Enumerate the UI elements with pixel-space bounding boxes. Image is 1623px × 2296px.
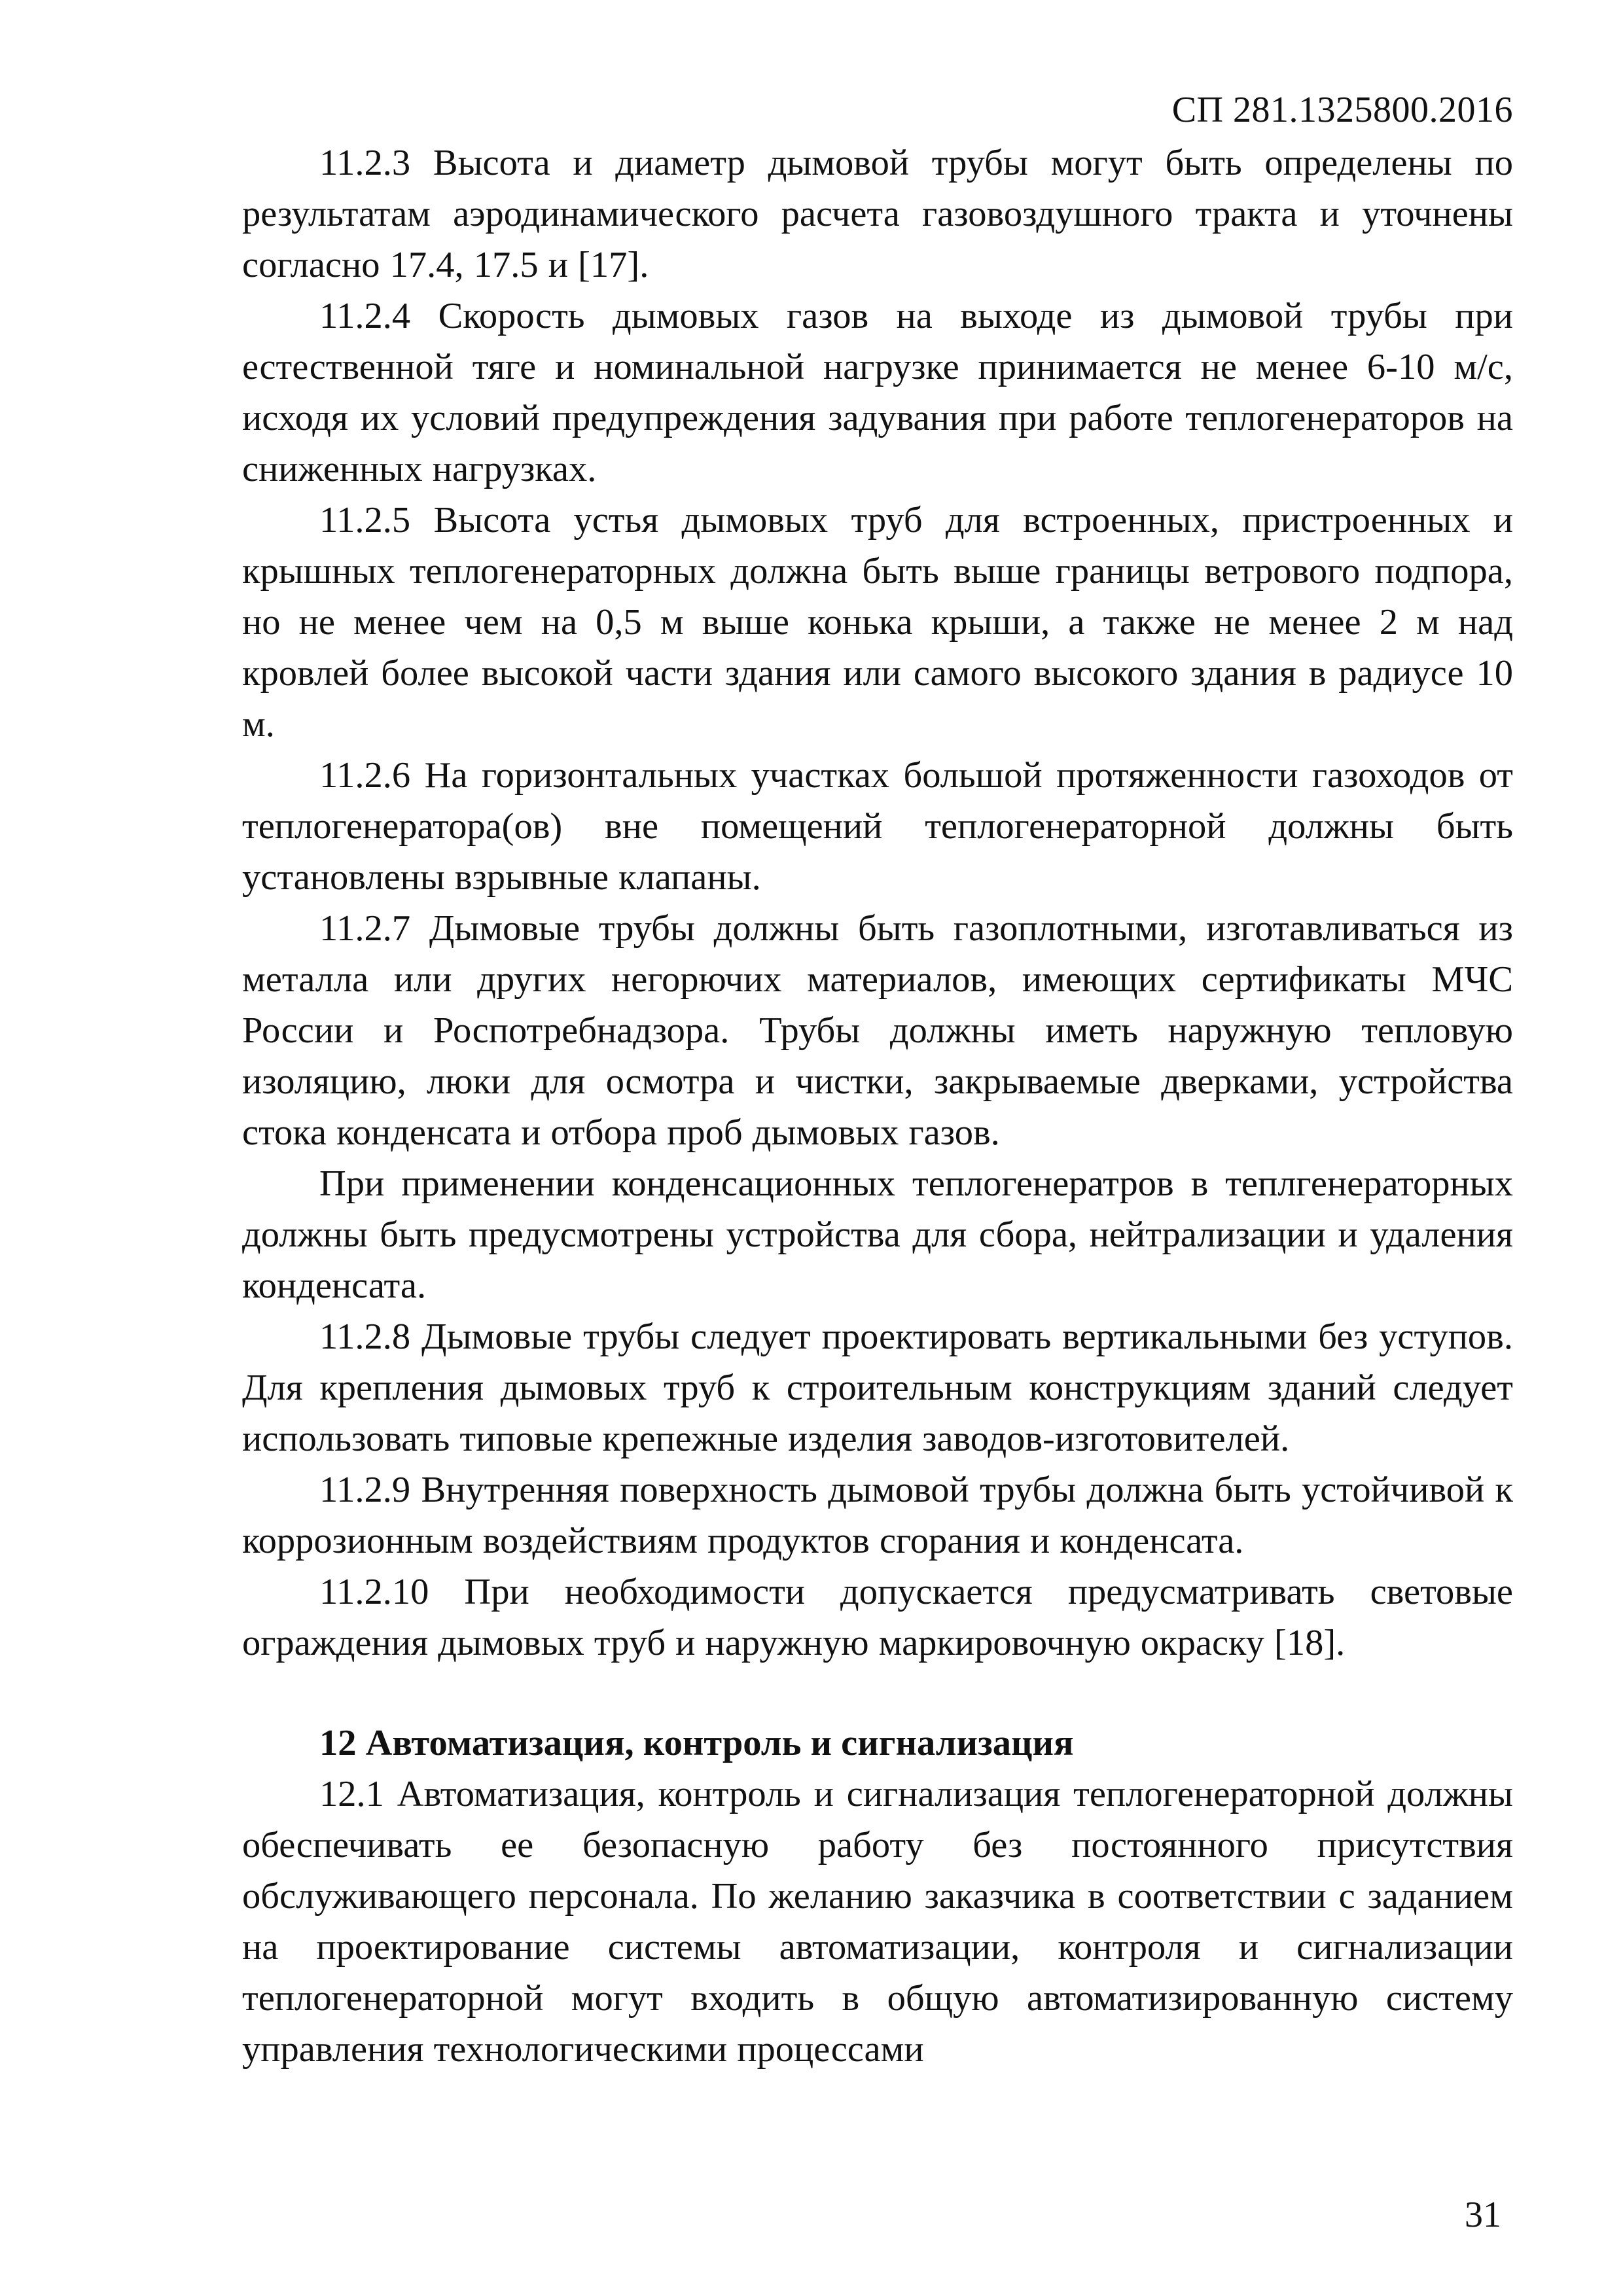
page-number: 31 [1465, 2195, 1501, 2235]
document-code: СП 281.1325800.2016 [1171, 90, 1513, 130]
paragraph-11-2-5: 11.2.5 Высота устья дымовых труб для встроенных, пристроенных и крышных теплогенераторных должна быть выше границы ветрового подпора, но не менее чем на 0,5 м выше конька крыши, а также не менее 2 м над кровлей более высокой части здания или самого высокого здания в радиусе 10 м. [242, 500, 1513, 745]
paragraph-11-2-6: 11.2.6 На горизонтальных участках большой протяженности газоходов от теплогенератора(ов) вне помещений теплогенераторной должны быть установлены взрывные клапаны. [242, 755, 1513, 898]
paragraph-12-1: 12.1 Автоматизация, контроль и сигнализация теплогенераторной должны обеспечивать ее безопасную работу без постоянного присутствия обслуживающего персонала. По желанию заказчика в соответствии с заданием на проектирование системы автоматизации, контроля и сигнализации теплогенераторной могут входить в общую автоматизированную систему управления технологическими процессами [242, 1774, 1513, 2070]
paragraph-11-2-10: 11.2.10 При необходимости допускается предусматривать световые ограждения дымовых труб и наружную маркировочную окраску [18]. [242, 1572, 1513, 1663]
paragraph-condensing-generators: При применении конденсационных теплогенератров в теплгенераторных должны быть предусмотрены устройства для сбора, нейтрализации и удаления конденсата. [242, 1163, 1513, 1306]
paragraph-11-2-8: 11.2.8 Дымовые трубы следует проектировать вертикальными без уступов. Для крепления дымовых труб к строительным конструкциям зданий следует использовать типовые крепежные изделия заводов-изготовителей. [242, 1316, 1513, 1459]
paragraph-11-2-4: 11.2.4 Скорость дымовых газов на выходе из дымовой трубы при естественной тяге и номинальной нагрузке принимается не менее 6-10 м/с, исходя их условий предупреждения задувания при работе теплогенераторов на сниженных нагрузках. [242, 296, 1513, 489]
document-page [242, 65, 1513, 2244]
section-12-heading: 12 Автоматизация, контроль и сигнализация [319, 1723, 1074, 1763]
paragraph-11-2-7: 11.2.7 Дымовые трубы должны быть газоплотными, изготавливаться из металла или других негорючих материалов, имеющих сертификаты МЧС России и Роспотребнадзора. Трубы должны иметь наружную тепловую изоляцию, люки для осмотра и чистки, закрываемые дверками, устройства стока конденсата и отбора проб дымовых газов. [242, 908, 1513, 1153]
paragraph-11-2-9: 11.2.9 Внутренняя поверхность дымовой трубы должна быть устойчивой к коррозионным воздействиям продуктов сгорания и конденсата. [242, 1470, 1513, 1561]
document-body [242, 137, 1513, 2075]
paragraph-11-2-3: 11.2.3 Высота и диаметр дымовой трубы могут быть определены по результатам аэродинамического расчета газовоздушного тракта и уточнены согласно 17.4, 17.5 и [17]. [242, 143, 1513, 285]
